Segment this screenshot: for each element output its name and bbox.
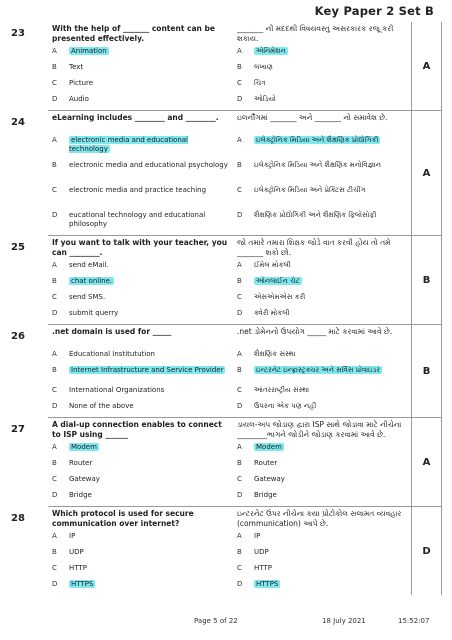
- option-letter: B: [237, 277, 242, 285]
- option-gujarati: [237, 46, 411, 62]
- option-gujarati: [237, 210, 411, 235]
- option-letter: C: [237, 293, 242, 301]
- option-english: [52, 185, 231, 210]
- option-letter: A: [237, 532, 242, 540]
- option-english: [52, 210, 231, 235]
- option-text: IP: [254, 532, 261, 540]
- option-letter: A: [52, 261, 57, 269]
- option-gujarati: [237, 349, 411, 365]
- option-text: Gateway: [254, 475, 285, 483]
- option-text: Educational Institutution: [69, 350, 155, 358]
- option-english: [52, 349, 231, 365]
- question-text-english: A dial-up connection enables to connect to ISP using ______: [52, 420, 222, 439]
- option-english: [52, 46, 231, 62]
- option-text: શૈક્ષણિક સંસ્થા: [254, 350, 296, 358]
- option-gujarati: [237, 531, 411, 547]
- option-text: HTTP: [254, 564, 272, 572]
- option-text: ઇલેક્ટ્રોનિક મિડિયા અને પ્રેક્ટિસ ટીચીંગ: [254, 186, 366, 194]
- option-gujarati: [237, 474, 411, 490]
- option-letter: A: [237, 261, 242, 269]
- option-text: eucational technology and educational philosophy: [69, 211, 206, 228]
- option-letter: B: [237, 548, 242, 556]
- option-text: Router: [254, 459, 278, 467]
- option-letter: D: [52, 491, 58, 499]
- correct-option-highlight: Modem: [256, 443, 282, 451]
- option-letter: C: [52, 186, 57, 194]
- option-gujarati: [237, 260, 411, 276]
- question-table: [11, 22, 442, 595]
- option-english: [52, 365, 231, 385]
- option-gujarati: [237, 442, 411, 458]
- correct-option-highlight: Internet Infrastructure and Service Provider: [71, 366, 224, 374]
- option-letter: A: [237, 47, 242, 55]
- option-letter: C: [237, 475, 242, 483]
- answer-key: B: [411, 236, 442, 324]
- correct-option-highlight: HTTPS: [71, 580, 94, 588]
- option-letter: D: [237, 211, 243, 219]
- option-text: UDP: [254, 548, 269, 556]
- answer-key: D: [411, 507, 442, 595]
- question-text-english: With the help of _______ content can be presented effectively.: [52, 24, 215, 43]
- option-text: Gateway: [69, 475, 100, 483]
- option-gujarati: [237, 94, 411, 110]
- question-text-gujarati: .net ડોમેનનો ઉપયોગ _____ માટે કરવામાં આવે છે.: [237, 327, 393, 336]
- option-english: [52, 563, 231, 579]
- option-text: ચિત્ર: [254, 79, 266, 87]
- option-text: શૈક્ષણિક પ્રોદ્યોગિકી અને શૈક્ષણિક ફિલોસોફી: [254, 211, 377, 219]
- option-text: લખાણ: [254, 63, 273, 71]
- option-text: send eMail.: [69, 261, 109, 269]
- option-letter: D: [52, 211, 58, 219]
- option-english: [52, 292, 231, 308]
- option-letter: A: [52, 47, 57, 55]
- option-text: Bridge: [69, 491, 92, 499]
- question-text-english: Which protocol is used for secure communication over internet?: [52, 509, 194, 528]
- option-letter: D: [237, 580, 243, 588]
- option-letter: A: [52, 136, 57, 144]
- option-letter: B: [237, 459, 242, 467]
- question-number: 25: [11, 242, 25, 253]
- option-text: આંતરરાષ્ટ્રીય સંસ્થા: [254, 386, 310, 394]
- option-letter: A: [237, 136, 242, 144]
- option-gujarati: [237, 365, 411, 385]
- option-letter: B: [237, 63, 242, 71]
- option-text: electronic media and practice teaching: [69, 186, 207, 194]
- option-english: [52, 490, 231, 506]
- page-number: Page 5 of 22: [194, 617, 238, 625]
- option-letter: D: [52, 580, 58, 588]
- correct-option-highlight: electronic media and educational technology: [69, 136, 189, 153]
- option-letter: B: [52, 366, 57, 374]
- option-english: [52, 385, 231, 401]
- question-number: 28: [11, 513, 25, 524]
- option-letter: D: [52, 309, 58, 317]
- option-english: [52, 135, 231, 160]
- option-gujarati: [237, 547, 411, 563]
- print-date: 18 July 2021: [322, 617, 366, 625]
- option-letter: C: [52, 564, 57, 572]
- answer-key: A: [411, 111, 442, 235]
- option-gujarati: [237, 185, 411, 210]
- question-block: [11, 324, 442, 417]
- option-english: [52, 531, 231, 547]
- option-letter: C: [52, 475, 57, 483]
- option-letter: C: [52, 293, 57, 301]
- option-gujarati: [237, 563, 411, 579]
- option-text: submit querry: [69, 309, 119, 317]
- question-block: [11, 22, 442, 110]
- question-block: [11, 506, 442, 595]
- question-block: [11, 110, 442, 235]
- option-english: [52, 474, 231, 490]
- option-text: UDP: [69, 548, 84, 556]
- option-letter: C: [52, 386, 57, 394]
- question-text-gujarati: જો તમારે તમારા શિક્ષક જોડે વાત કરવી હોય તો તમે _______ શકો છો.: [237, 238, 391, 257]
- option-text: IP: [69, 532, 76, 540]
- option-letter: B: [52, 548, 57, 556]
- correct-option-highlight: ઓનલાઈન ચેટ: [256, 277, 300, 285]
- question-text-english: .net domain is used for _____: [52, 327, 172, 336]
- option-english: [52, 547, 231, 563]
- option-gujarati: [237, 385, 411, 401]
- option-text: International Organizations: [69, 386, 165, 394]
- option-letter: B: [52, 161, 57, 169]
- question-block: [11, 417, 442, 506]
- page-title: Key Paper 2 Set B: [314, 4, 434, 18]
- option-letter: A: [237, 443, 242, 451]
- option-text: ક્વેરી મોકલી: [254, 309, 290, 317]
- correct-option-highlight: chat online.: [71, 277, 113, 285]
- question-text-gujarati: _______ ની મદદથી વિષયવસ્તુ અસરકારક રજૂ કરી શકાય.: [237, 24, 394, 43]
- option-gujarati: [237, 490, 411, 506]
- question-number: 23: [11, 28, 25, 39]
- option-gujarati: [237, 276, 411, 292]
- option-letter: A: [52, 350, 57, 358]
- option-letter: D: [237, 402, 243, 410]
- option-letter: A: [237, 350, 242, 358]
- option-text: ઈમેલ મોકલી: [254, 261, 291, 269]
- option-letter: C: [52, 79, 57, 87]
- question-text-gujarati: ડાયલ-અપ જોડાણ દ્વારા ISP સાથે જોડાવા માટે નીચેના ________ભાગને જોડીને જોડાણ કરવામાં આવે છે.: [237, 420, 402, 439]
- question-text-gujarati: ઇલર્નીંગમાં _______ અને _______ નો સમાવેશ છે.: [237, 113, 388, 122]
- option-text: ઓડિયો: [254, 95, 276, 103]
- option-gujarati: [237, 78, 411, 94]
- option-letter: B: [237, 161, 242, 169]
- option-letter: B: [52, 63, 57, 71]
- question-text-gujarati: ઇન્ટરનેટ ઉપર નીચેના કયા પ્રોટોકોલ સલામત વ્યવહાર (communication) આપે છે.: [237, 509, 402, 528]
- answer-key: A: [411, 22, 442, 110]
- option-text: ઇલેક્ટ્રોનિક મિડિયા અને શૈક્ષણિક મનોવિજ્ઞાન: [254, 161, 381, 169]
- option-text: HTTP: [69, 564, 87, 572]
- option-text: Text: [69, 63, 84, 71]
- option-letter: B: [237, 366, 242, 374]
- option-english: [52, 260, 231, 276]
- question-block: [11, 235, 442, 324]
- option-letter: C: [237, 79, 242, 87]
- correct-option-highlight: ઇલેક્ટ્રોનિક મિડિયા અને શૈક્ષણિક પ્રોદ્યોગિકી: [256, 136, 379, 144]
- option-text: electronic media and educational psychology: [69, 161, 228, 169]
- option-letter: D: [52, 402, 58, 410]
- option-gujarati: [237, 135, 411, 160]
- option-text: ઉપરના એક પણ નહીં: [254, 402, 317, 410]
- question-text-english: If you want to talk with your teacher, you can ________.: [52, 238, 228, 257]
- option-text: એસએમએસ કરી: [254, 293, 306, 301]
- correct-option-highlight: HTTPS: [256, 580, 279, 588]
- option-gujarati: [237, 160, 411, 185]
- correct-option-highlight: એનિમેશન: [256, 47, 286, 55]
- option-text: send SMS.: [69, 293, 106, 301]
- option-gujarati: [237, 401, 411, 417]
- option-letter: C: [237, 386, 242, 394]
- option-english: [52, 62, 231, 78]
- option-text: Audio: [69, 95, 89, 103]
- print-time: 15:52:07: [398, 617, 430, 625]
- question-text-english: eLearning includes ________ and ________.: [52, 113, 219, 122]
- option-english: [52, 458, 231, 474]
- option-english: [52, 160, 231, 185]
- option-english: [52, 78, 231, 94]
- option-gujarati: [237, 308, 411, 324]
- question-number: 26: [11, 331, 25, 342]
- option-letter: D: [237, 491, 243, 499]
- option-text: Bridge: [254, 491, 277, 499]
- option-text: Picture: [69, 79, 94, 87]
- option-english: [52, 579, 231, 595]
- option-letter: B: [52, 459, 57, 467]
- option-text: Router: [69, 459, 93, 467]
- answer-key: A: [411, 418, 442, 506]
- option-letter: D: [52, 95, 58, 103]
- option-english: [52, 308, 231, 324]
- option-gujarati: [237, 458, 411, 474]
- question-number: 27: [11, 424, 25, 435]
- option-gujarati: [237, 62, 411, 78]
- option-english: [52, 442, 231, 458]
- option-gujarati: [237, 292, 411, 308]
- option-letter: A: [52, 532, 57, 540]
- correct-option-highlight: Modem: [71, 443, 97, 451]
- question-number: 24: [11, 117, 25, 128]
- option-letter: D: [237, 309, 243, 317]
- option-gujarati: [237, 579, 411, 595]
- option-english: [52, 276, 231, 292]
- option-letter: C: [237, 564, 242, 572]
- answer-key: B: [411, 325, 442, 417]
- option-english: [52, 94, 231, 110]
- option-letter: C: [237, 186, 242, 194]
- option-letter: D: [237, 95, 243, 103]
- option-letter: B: [52, 277, 57, 285]
- option-english: [52, 401, 231, 417]
- correct-option-highlight: ઇન્ટરનેટ ઇન્ફ્રાસ્ટ્રક્ચર અને સર્વિસ પ્રોવાઇડર: [256, 366, 380, 374]
- option-text: None of the above: [69, 402, 134, 410]
- correct-option-highlight: Animation: [71, 47, 107, 55]
- option-letter: A: [52, 443, 57, 451]
